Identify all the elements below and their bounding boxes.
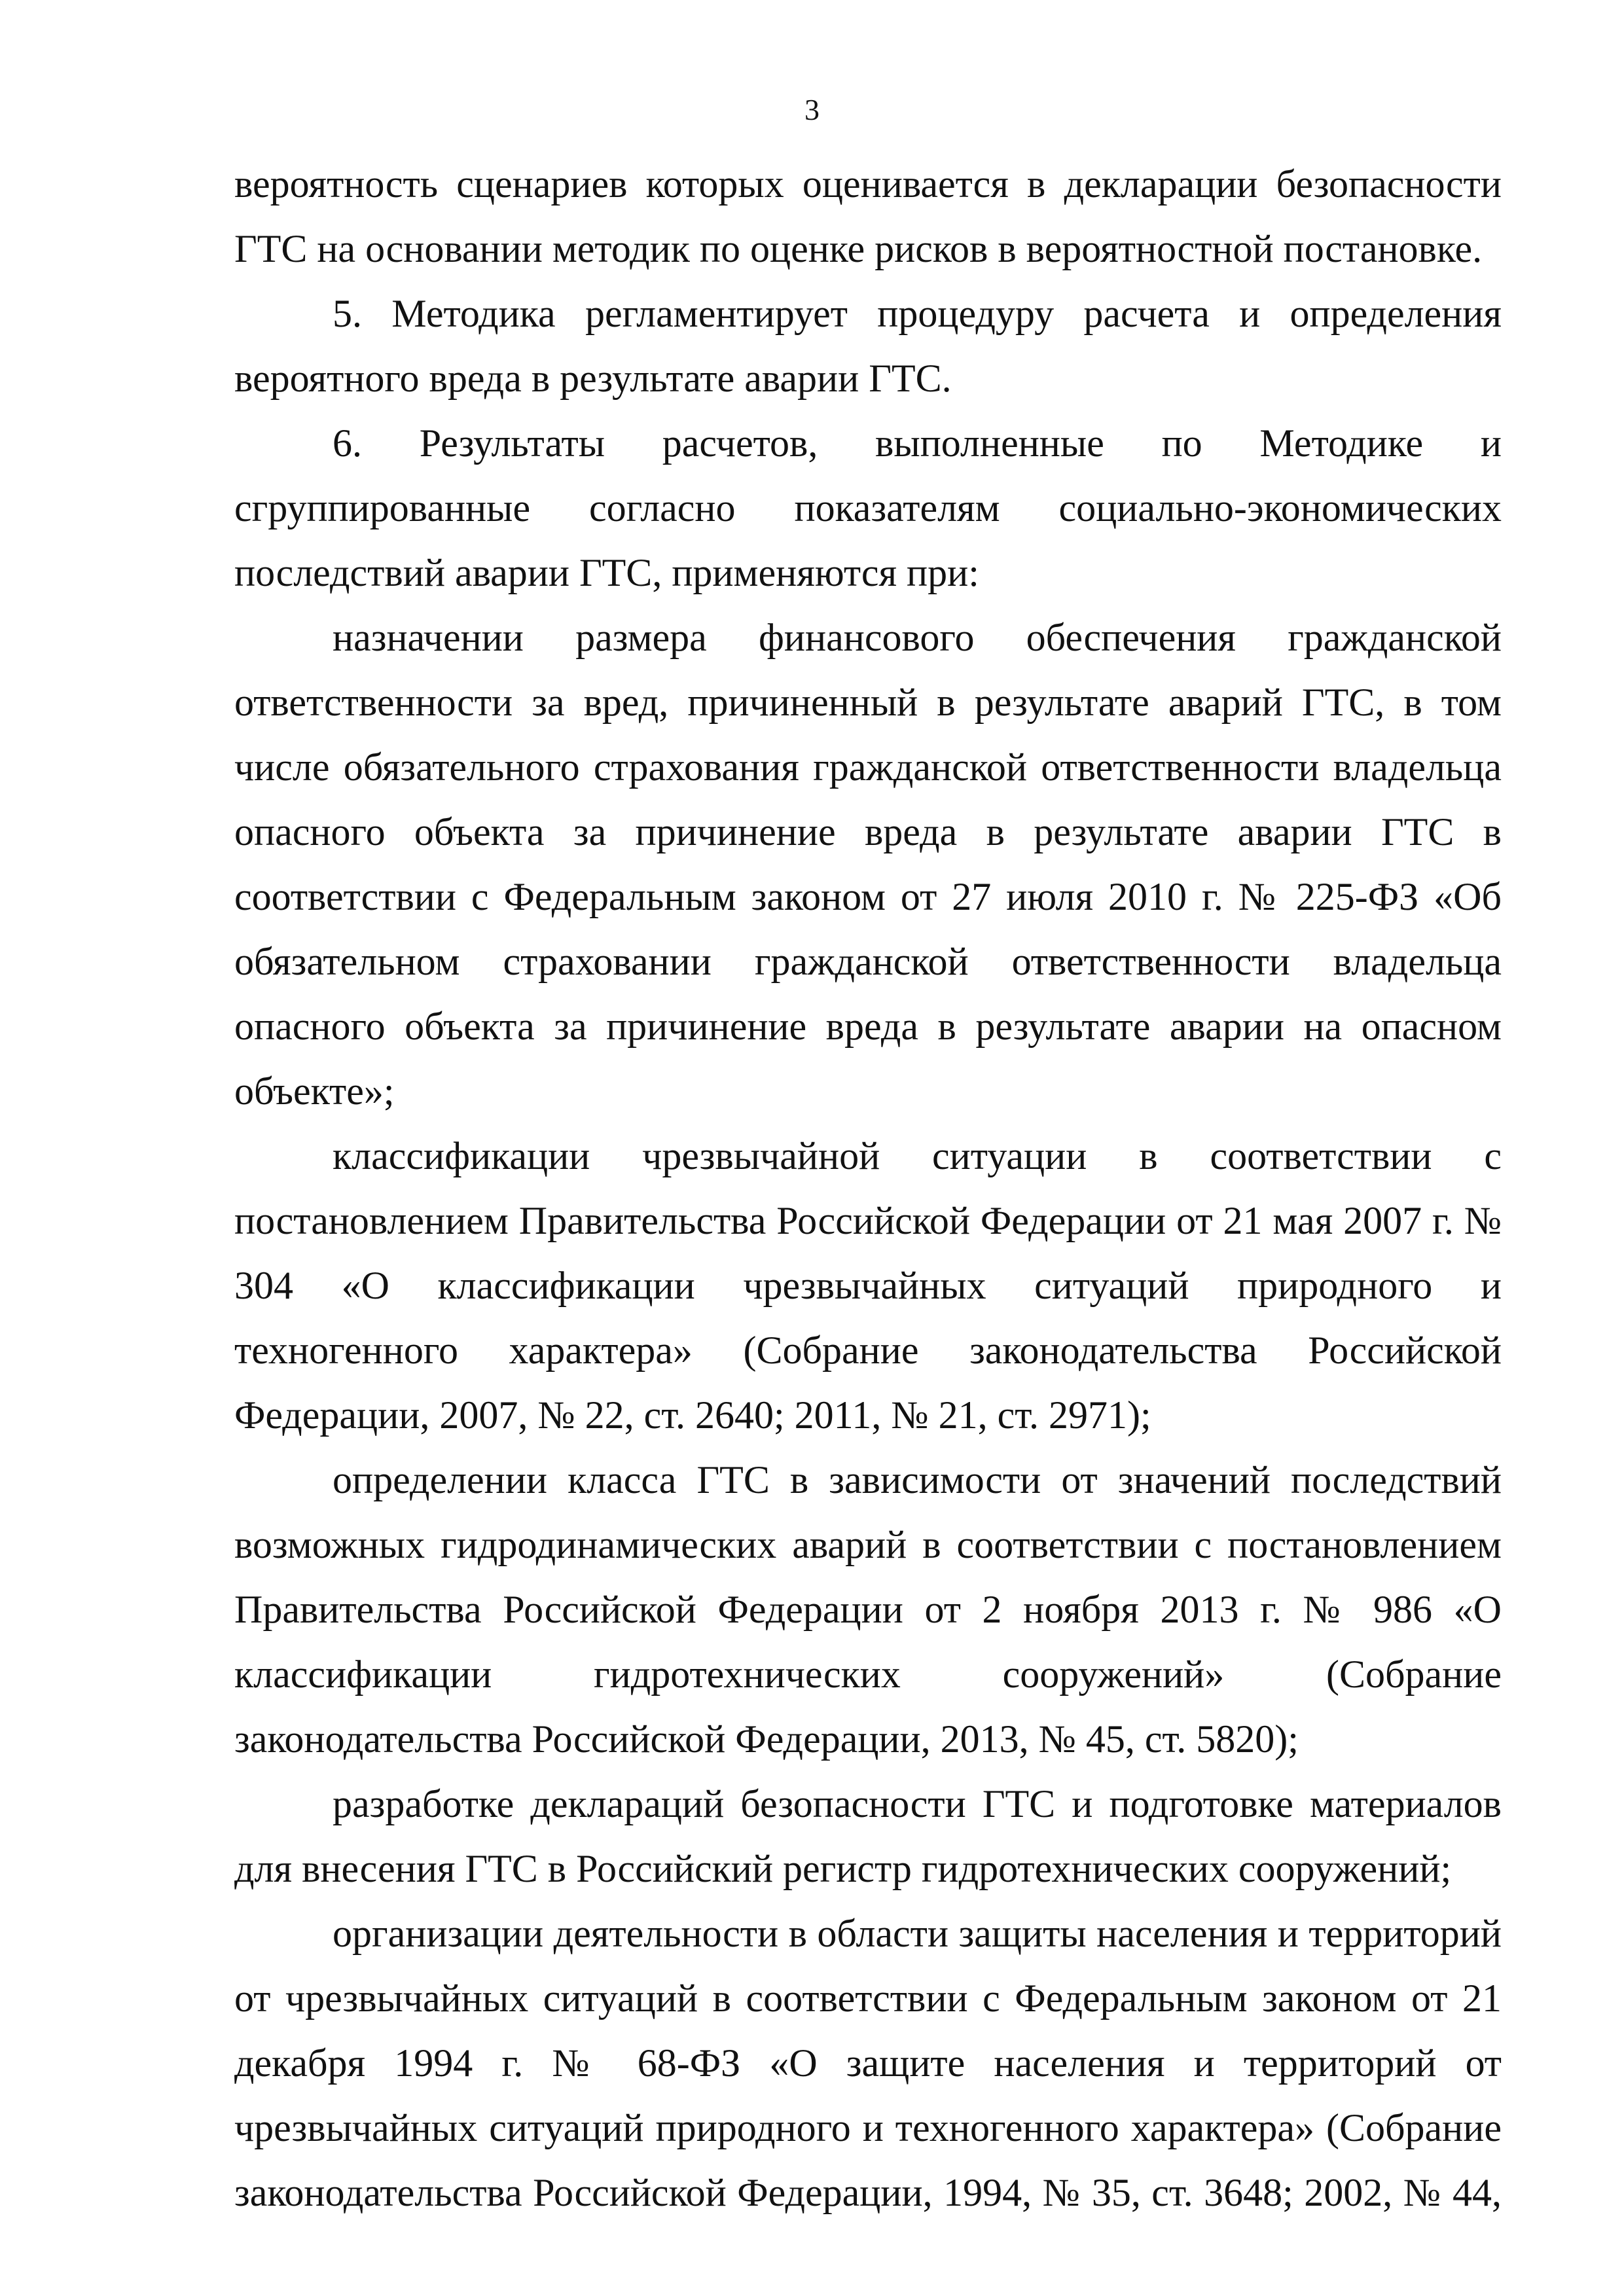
- paragraph-civil-protection: организации деятельности в области защиты населения и территорий от чрезвычайных ситуаций в соответствии с Федеральным законом от 21 декабря 1994 г. № 68-ФЗ «О защите населения и территорий от чрезвычайных ситуаций природного и техногенного характера» (Собрание законодательства Российской Федерации, 1994, № 35, ст. 3648; 2002, № 44,: [234, 1912, 1502, 2214]
- paragraph-emergency-classification: классификации чрезвычайной ситуации в соответствии с постановлением Правительства Российской Федерации от 21 мая 2007 г. № 304 «О классификации чрезвычайных ситуаций природного и техногенного характера» (Собрание законодательства Российской Федерации, 2007, № 22, ст. 2640; 2011, № 21, ст. 2971);: [234, 1134, 1502, 1437]
- paragraph-continuation: вероятность сценариев которых оценивается в декларации безопасности ГТС на основании методик по оценке рисков в вероятностной постановке.: [234, 162, 1502, 270]
- page-number: 3: [804, 93, 820, 126]
- document-body: [234, 152, 1502, 2225]
- paragraph-insurance: назначении размера финансового обеспечения гражданской ответственности за вред, причиненный в результате аварий ГТС, в том числе обязательного страхования гражданской ответственности владельца опасного объекта за причинение вреда в результате аварии ГТС в соответствии с Федеральным законом от 27 июля 2010 г. № 225-ФЗ «Об обязательном страховании гражданской ответственности владельца опасного объекта за причинение вреда в результате аварии на опасном объекте»;: [234, 616, 1502, 1113]
- paragraph-safety-declarations: разработке деклараций безопасности ГТС и подготовке материалов для внесения ГТС в Российский регистр гидротехнических сооружений;: [234, 1782, 1502, 1890]
- paragraph-item-5: 5. Методика регламентирует процедуру расчета и определения вероятного вреда в результате аварии ГТС.: [234, 292, 1502, 400]
- paragraph-item-6: 6. Результаты расчетов, выполненные по Методике и сгруппированные согласно показателям социально-экономических последствий аварии ГТС, применяются при:: [234, 422, 1502, 594]
- paragraph-gts-class: определении класса ГТС в зависимости от значений последствий возможных гидродинамических аварий в соответствии с постановлением Правительства Российской Федерации от 2 ноября 2013 г. № 986 «О классификации гидротехнических сооружений» (Собрание законодательства Российской Федерации, 2013, № 45, ст. 5820);: [234, 1458, 1502, 1761]
